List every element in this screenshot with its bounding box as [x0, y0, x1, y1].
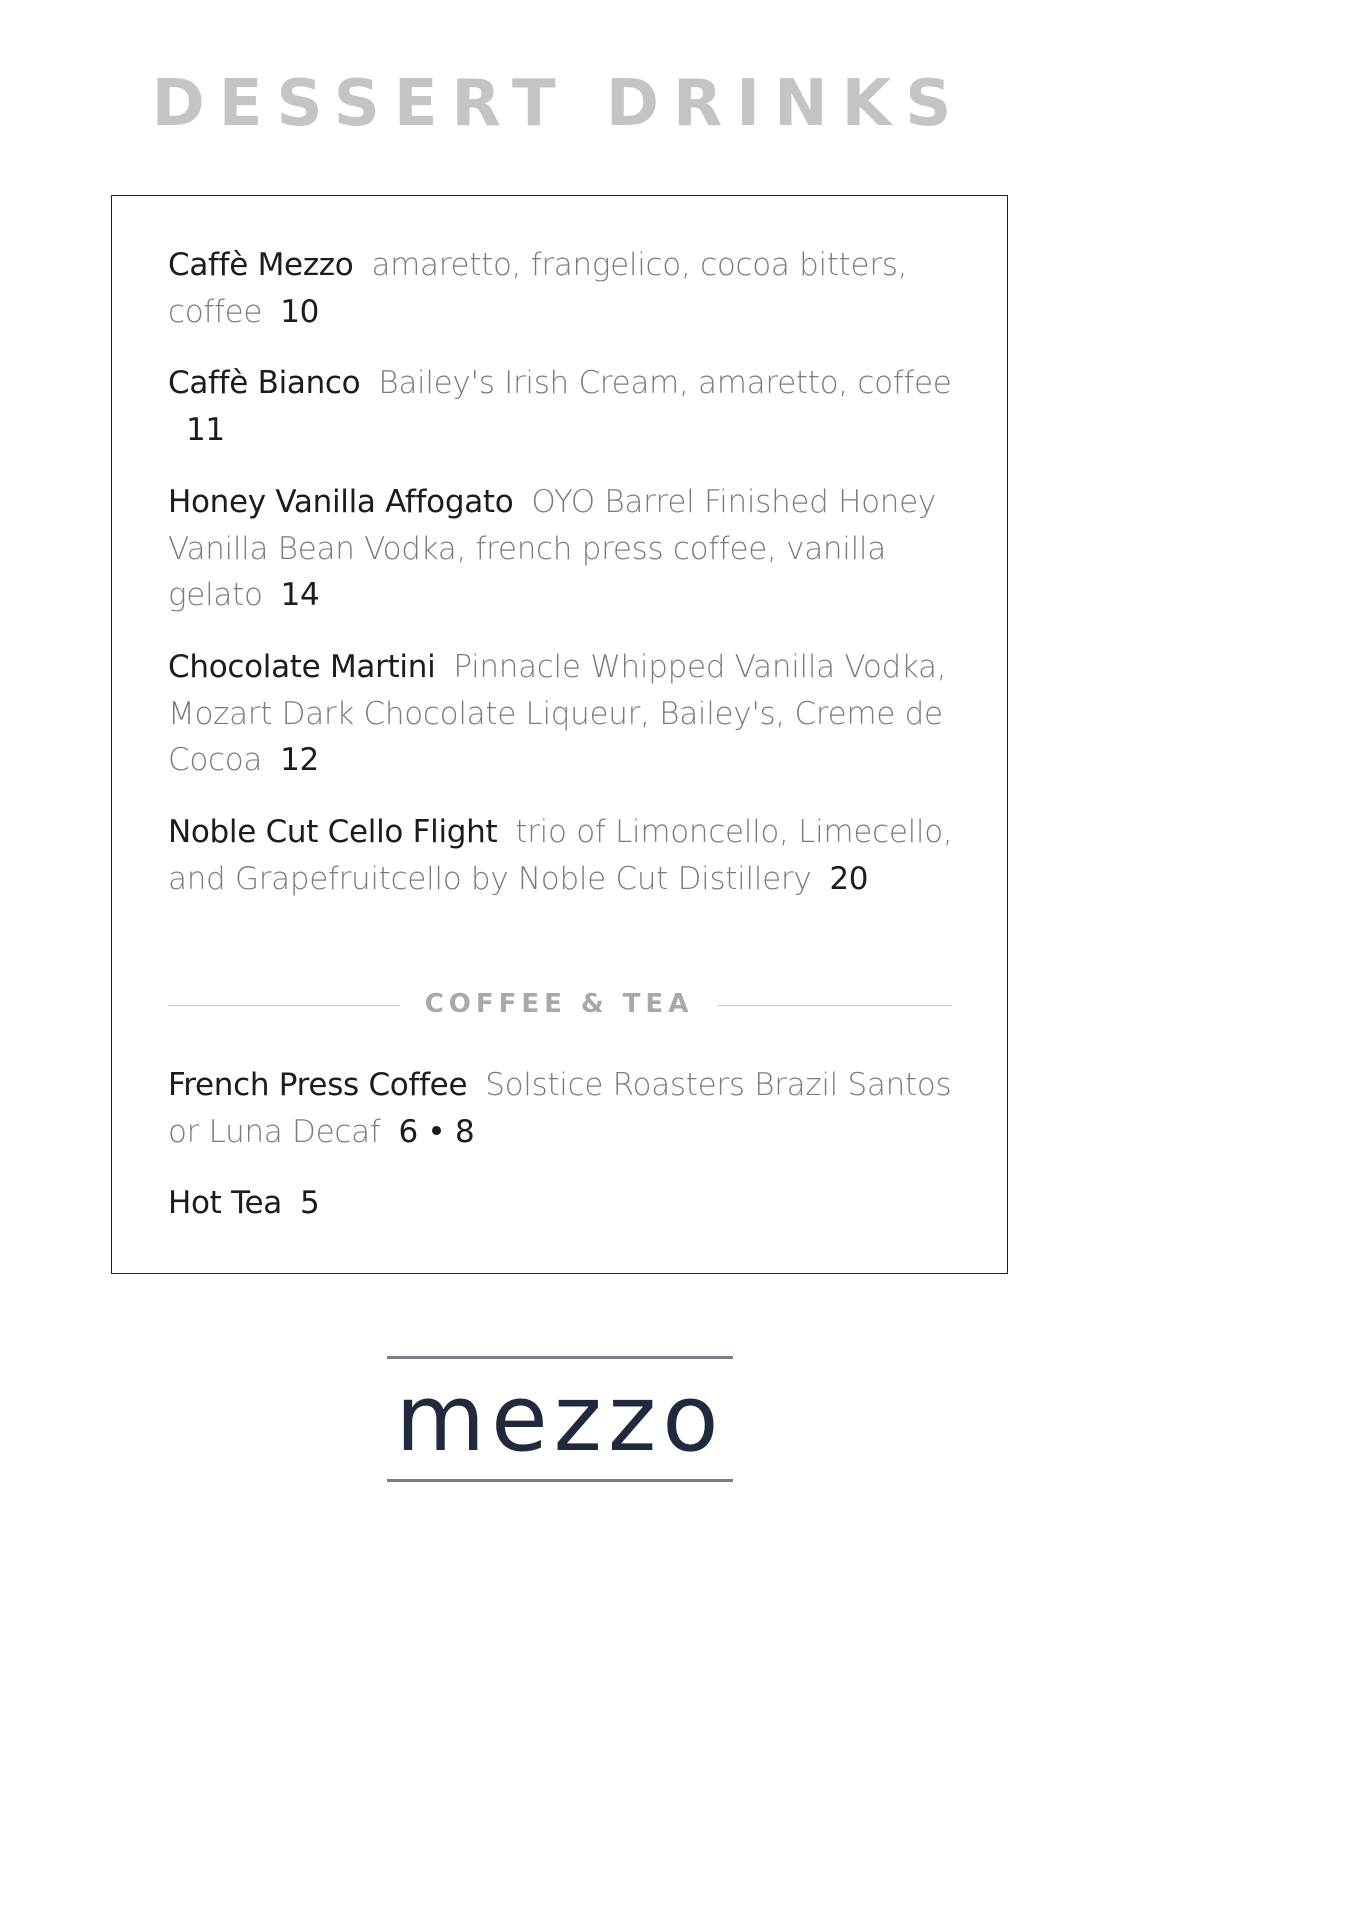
item-description: Solstice Roasters Brazil Santos or Luna Decaf	[168, 1067, 952, 1150]
section-heading: COFFEE & TEA	[424, 989, 694, 1019]
item-description: trio of Limoncello, Limecello, and Grapefruitcello by Noble Cut Distillery	[168, 814, 953, 897]
item-price: 5	[299, 1185, 320, 1221]
item-name: Chocolate Martini	[168, 649, 436, 685]
menu-item	[168, 360, 958, 453]
logo-text: mezzo	[395, 1365, 725, 1472]
item-description: OYO Barrel Finished Honey Vanilla Bean Vodka, french press coffee, vanilla gelato	[168, 484, 936, 613]
item-description: Pinnacle Whipped Vanilla Vodka, Mozart Dark Chocolate Liqueur, Bailey's, Creme de Cocoa	[168, 649, 947, 778]
menu-box	[111, 195, 1008, 1274]
item-description: Bailey's Irish Cream, amaretto, coffee	[378, 365, 952, 401]
divider-line	[168, 1005, 400, 1006]
divider-line	[718, 1005, 952, 1006]
item-price: 11	[186, 411, 225, 448]
item-description: amaretto, frangelico, cocoa bitters, coffee	[168, 247, 908, 330]
item-price: 14	[280, 577, 320, 613]
menu-item	[168, 242, 958, 335]
item-name: Noble Cut Cello Flight	[168, 814, 498, 850]
menu-title: DESSERT DRINKS	[151, 67, 966, 141]
section-divider	[168, 981, 952, 1027]
item-name: Honey Vanilla Affogato	[168, 484, 514, 520]
logo-rule	[387, 1356, 733, 1359]
menu-item	[168, 644, 958, 784]
item-price: 12	[280, 742, 319, 778]
menu-item	[168, 479, 958, 619]
item-name: Hot Tea	[168, 1185, 282, 1221]
brand-logo	[387, 1356, 733, 1484]
menu-item	[168, 809, 958, 902]
logo-rule	[387, 1479, 733, 1482]
item-price: 10	[280, 293, 320, 330]
menu-item	[168, 1062, 958, 1155]
item-name: French Press Coffee	[168, 1067, 468, 1103]
item-name: Caffè Mezzo	[168, 247, 354, 283]
menu-item	[168, 1180, 958, 1227]
item-price: 20	[829, 860, 869, 897]
item-name: Caffè Bianco	[168, 365, 361, 401]
item-price: 6 • 8	[398, 1113, 475, 1150]
